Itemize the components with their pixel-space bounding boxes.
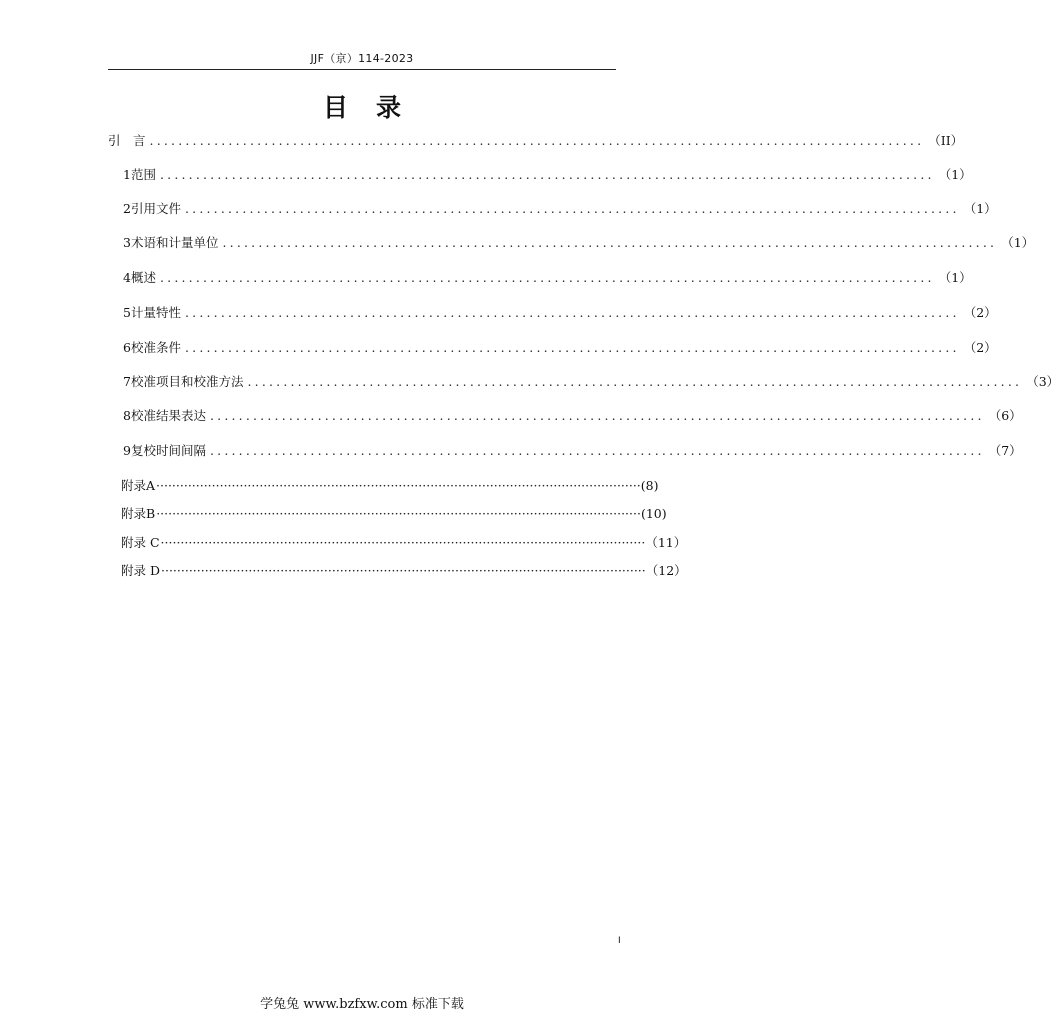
toc-entry-appendix-c[interactable] bbox=[121, 533, 687, 553]
toc-entry-number: 4 bbox=[123, 270, 131, 285]
toc-entry-page: （1） bbox=[1001, 235, 1035, 250]
toc-entry-1[interactable] bbox=[123, 165, 972, 185]
toc-entry-number: 2 bbox=[123, 201, 131, 216]
toc-entry-label: 校准条件 bbox=[130, 340, 181, 355]
toc-entry-number: 5 bbox=[123, 305, 131, 320]
toc-entry-page: （2） bbox=[963, 305, 997, 320]
toc-entry-label: 附录 C bbox=[121, 535, 160, 550]
toc-dot-leader: ............................................................................................................ bbox=[247, 374, 1023, 389]
toc-entry-label: 附录 D bbox=[121, 563, 160, 578]
toc-entry-page: （12） bbox=[645, 563, 687, 578]
toc-entry-introduction[interactable] bbox=[108, 131, 964, 151]
toc-dot-leader: ·························································································································· bbox=[161, 563, 646, 578]
toc-entry-label: 附录A bbox=[121, 478, 156, 493]
toc-dot-leader: ............................................................................................................ bbox=[159, 270, 935, 285]
toc-dot-leader: ............................................................................................................ bbox=[149, 133, 925, 148]
header-divider bbox=[108, 69, 616, 70]
toc-dot-leader: ............................................................................................................ bbox=[209, 443, 985, 458]
watermark-text: 学兔兔 www.bzfxw.com 标准下载 bbox=[260, 997, 464, 1012]
document-code-header: JJF（京）114-2023 bbox=[310, 52, 414, 65]
page-number: I bbox=[618, 936, 621, 946]
toc-entry-label: 附录B bbox=[121, 506, 156, 521]
toc-dot-leader: ·························································································································· bbox=[160, 535, 646, 550]
toc-dot-leader: ............................................................................................................ bbox=[184, 201, 960, 216]
toc-entry-page: （1） bbox=[938, 167, 972, 182]
toc-entry-5[interactable] bbox=[123, 303, 997, 323]
toc-entry-page: （2） bbox=[963, 340, 997, 355]
toc-entry-page: （1） bbox=[938, 270, 972, 285]
toc-entry-page: （II） bbox=[928, 133, 964, 148]
toc-entry-label: 校准结果表达 bbox=[130, 408, 206, 423]
toc-entry-label: 校准项目和校准方法 bbox=[130, 374, 244, 389]
toc-entry-page: (10) bbox=[640, 506, 667, 521]
toc-dot-leader: ............................................................................................................ bbox=[184, 305, 960, 320]
toc-dot-leader: ............................................................................................................ bbox=[209, 408, 985, 423]
toc-entry-4[interactable] bbox=[123, 268, 972, 288]
toc-entry-9[interactable] bbox=[123, 441, 1022, 461]
toc-dot-leader: ............................................................................................................ bbox=[184, 340, 960, 355]
toc-dot-leader: ·························································································································· bbox=[156, 506, 641, 521]
toc-entry-number: 8 bbox=[123, 408, 131, 423]
toc-entry-label: 引用文件 bbox=[130, 201, 181, 216]
toc-entry-appendix-a[interactable] bbox=[121, 476, 659, 496]
toc-entry-label: 引 言 bbox=[108, 133, 146, 148]
toc-entry-page: （11） bbox=[645, 535, 687, 550]
toc-entry-7[interactable] bbox=[123, 372, 1059, 392]
toc-entry-number: 9 bbox=[123, 443, 131, 458]
toc-entry-number: 1 bbox=[123, 167, 131, 182]
toc-entry-appendix-b[interactable] bbox=[121, 504, 667, 524]
toc-dot-leader: ............................................................................................................ bbox=[159, 167, 935, 182]
toc-entry-page: (8) bbox=[640, 478, 659, 493]
toc-entry-number: 6 bbox=[123, 340, 131, 355]
page-title: 目录 bbox=[322, 93, 429, 122]
toc-entry-number: 3 bbox=[123, 235, 131, 250]
toc-entry-6[interactable] bbox=[123, 338, 997, 358]
toc-entry-page: （7） bbox=[988, 443, 1022, 458]
toc-entry-2[interactable] bbox=[123, 199, 997, 219]
toc-entry-page: （3） bbox=[1026, 374, 1059, 389]
toc-entry-label: 概述 bbox=[130, 270, 156, 285]
toc-entry-appendix-d[interactable] bbox=[121, 561, 687, 581]
toc-dot-leader: ............................................................................................................ bbox=[222, 235, 998, 250]
toc-entry-label: 计量特性 bbox=[130, 305, 181, 320]
toc-entry-page: （6） bbox=[988, 408, 1022, 423]
toc-entry-3[interactable] bbox=[123, 233, 1035, 253]
toc-entry-page: （1） bbox=[963, 201, 997, 216]
toc-entry-8[interactable] bbox=[123, 406, 1022, 426]
toc-dot-leader: ·························································································································· bbox=[156, 478, 641, 493]
toc-entry-number: 7 bbox=[123, 374, 131, 389]
toc-entry-label: 复校时间间隔 bbox=[130, 443, 206, 458]
toc-entry-label: 术语和计量单位 bbox=[130, 235, 219, 250]
toc-entry-label: 范围 bbox=[130, 167, 156, 182]
